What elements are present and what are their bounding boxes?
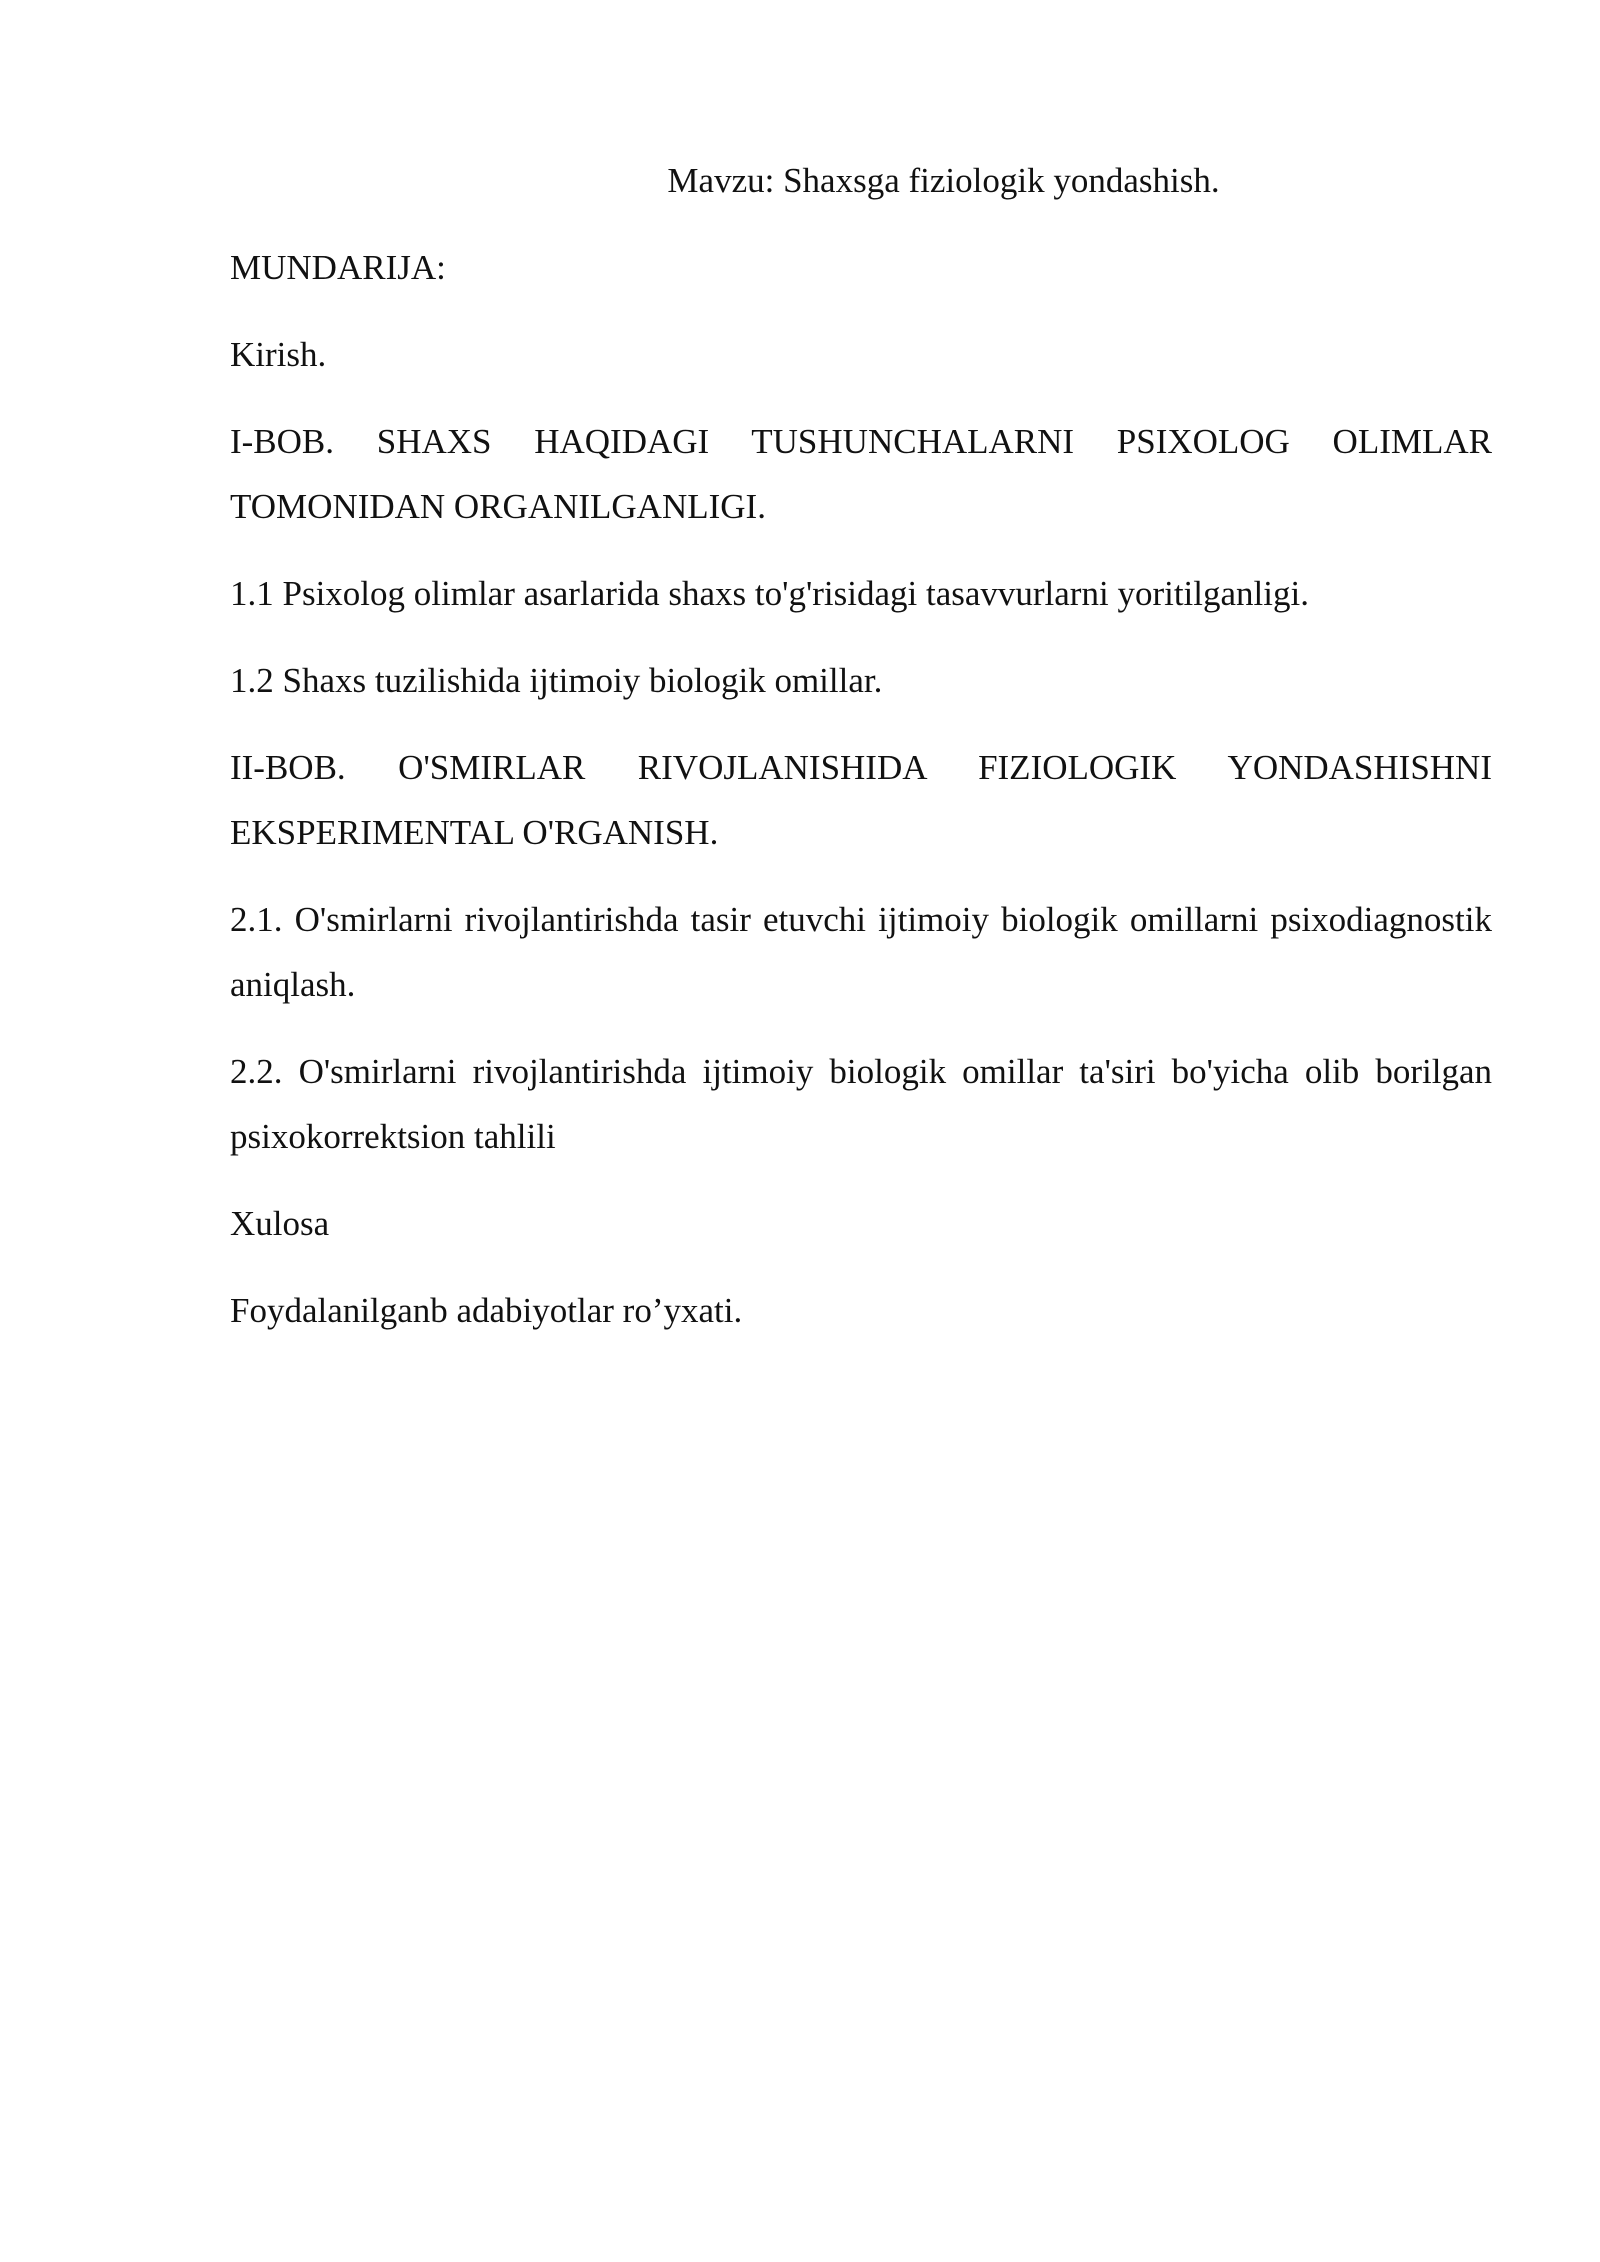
toc-item-section-1-1: 1.1 Psixolog olimlar asarlarida shaxs to'g'risidagi tasavvurlarni yoritilganligi. (230, 574, 1309, 613)
toc-item-section-1-2: 1.2 Shaxs tuzilishida ijtimoiy biologik omillar. (230, 661, 883, 700)
toc-item-chapter-2: II-BOB. O'SMIRLAR RIVOJLANISHIDA FIZIOLOGIK YONDASHISHNI EKSPERIMENTAL O'RGANISH. (230, 748, 1492, 852)
toc-item-introduction: Kirish. (230, 335, 327, 374)
toc-item-conclusion: Xulosa (230, 1204, 330, 1243)
document-title: Mavzu: Shaxsga fiziologik yondashish. (667, 161, 1220, 200)
toc-item-chapter-1: I-BOB. SHAXS HAQIDAGI TUSHUNCHALARNI PSIXOLOG OLIMLAR TOMONIDAN ORGANILGANLIGI. (230, 422, 1492, 526)
toc-item-bibliography: Foydalanilganb adabiyotlar ro’yxati. (230, 1291, 743, 1330)
document-body (230, 148, 1492, 1365)
toc-item-section-2-1: 2.1. O'smirlarni rivojlantirishda tasir etuvchi ijtimoiy biologik omillarni psixodiagnostik aniqlash. (230, 900, 1492, 1004)
toc-heading: MUNDARIJA: (230, 248, 446, 287)
toc-item-section-2-2: 2.2. O'smirlarni rivojlantirishda ijtimoiy biologik omillar ta'siri bo'yicha olib borilgan psixokorrektsion tahlili (230, 1052, 1492, 1156)
